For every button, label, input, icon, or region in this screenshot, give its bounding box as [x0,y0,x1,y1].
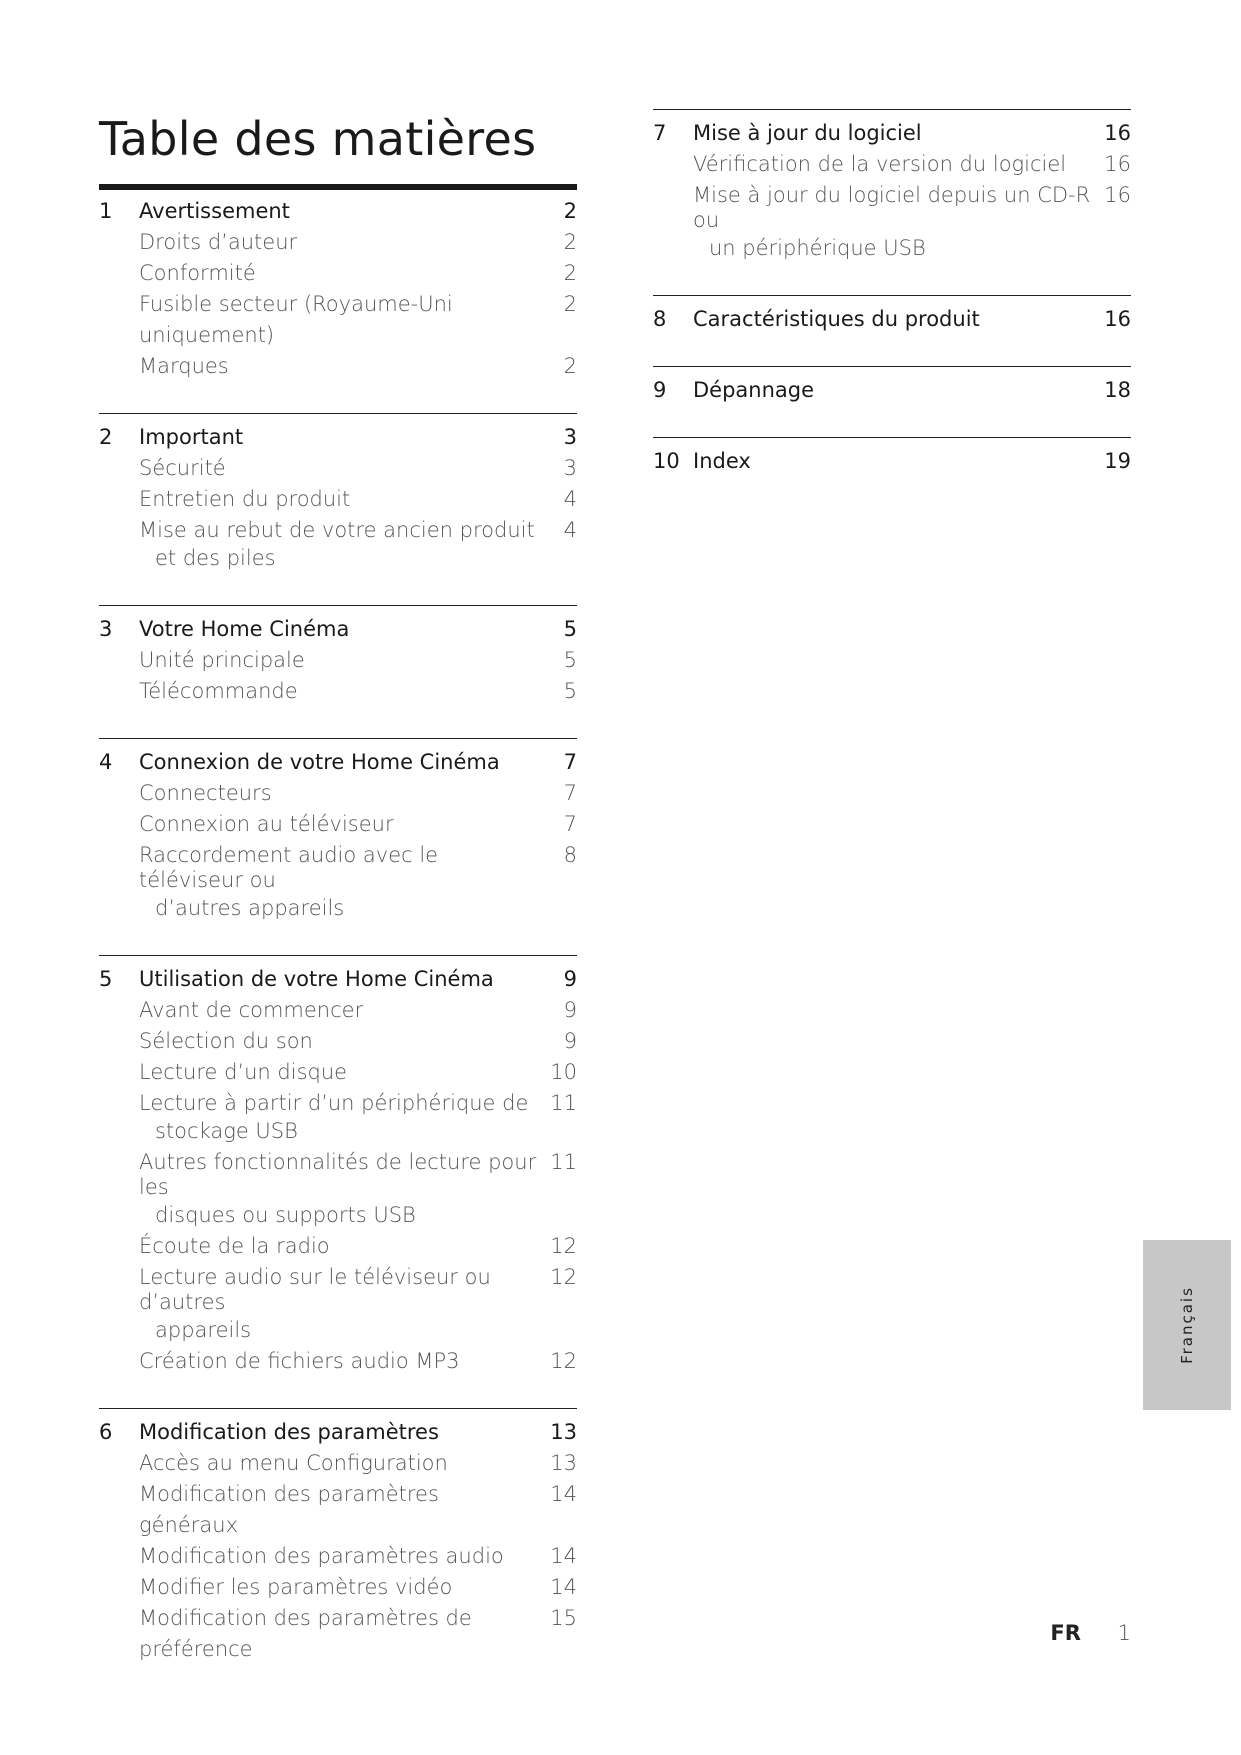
entry-page: 9 [563,1029,577,1053]
entry-page: 2 [563,261,577,285]
entry-page: 13 [550,1451,577,1475]
entry-page: 10 [550,1060,577,1084]
toc-section [99,605,577,707]
chapter-number: 5 [99,967,113,991]
entry-text: Lecture à partir d’un périphérique de [139,1091,529,1115]
chapter-page: 16 [1104,121,1131,145]
entry-title [139,1448,544,1479]
chapter-title: Important [139,425,244,449]
entry-page: 11 [550,1091,577,1115]
toc-chapter[interactable] [653,304,1131,335]
chapter-title: Modification des paramètres [139,1420,439,1444]
entry-page: 8 [563,843,577,867]
chapter-page: 3 [563,425,577,449]
toc-column-left [99,196,577,1696]
entry-title [139,1057,544,1088]
chapter-page: 7 [563,750,577,774]
toc-chapter[interactable] [99,1417,577,1448]
entry-text: Accès au menu Configuration [139,1451,448,1475]
entry-text: Entretien du produit [139,487,351,511]
toc-section [99,955,577,1377]
entry-title [139,1603,544,1665]
chapter-page: 19 [1104,449,1131,473]
toc-entry[interactable] [99,1057,577,1088]
entry-page: 12 [550,1234,577,1258]
chapter-number: 8 [653,307,667,331]
entry-page: 12 [550,1349,577,1373]
toc-section [653,437,1131,477]
toc-entry[interactable] [653,180,1131,264]
entry-text: Avant de commencer [139,998,364,1022]
toc-chapter[interactable] [653,446,1131,477]
entry-text: Unité principale [139,648,305,672]
page-footer [1050,1621,1131,1645]
chapter-number: 9 [653,378,667,402]
entry-page: 5 [563,648,577,672]
toc-entry[interactable] [99,289,577,351]
entry-title [139,1572,544,1603]
chapter-title: Index [693,449,751,473]
entry-page: 16 [1104,152,1131,176]
toc-section [99,1408,577,1665]
toc-chapter[interactable] [653,375,1131,406]
chapter-page: 9 [563,967,577,991]
entry-text: Sélection du son [139,1029,313,1053]
toc-entry[interactable] [99,676,577,707]
entry-text-continuation: disques ou supports USB [155,1203,416,1227]
chapter-title: Mise à jour du logiciel [693,121,922,145]
entry-page: 2 [563,230,577,254]
toc-chapter[interactable] [99,747,577,778]
chapter-title: Caractéristiques du produit [693,307,980,331]
entry-text: Autres fonctionnalités de lecture pour les [139,1150,537,1199]
chapter-number: 4 [99,750,113,774]
language-tab [1143,1240,1231,1410]
chapter-page: 13 [550,1420,577,1444]
chapter-number: 1 [99,199,113,223]
toc-entry[interactable] [99,1541,577,1572]
toc-entry[interactable] [99,1147,577,1231]
entry-title [139,1150,544,1231]
entry-text: Modification des paramètres généraux [139,1482,439,1537]
entry-title [139,645,545,676]
chapter-page: 2 [563,199,577,223]
entry-title [139,453,545,484]
entry-page: 5 [563,679,577,703]
entry-title [139,1231,544,1262]
entry-title [139,1541,544,1572]
entry-title [139,258,545,289]
toc-section [99,196,577,382]
entry-text-continuation: et des piles [155,546,276,570]
language-tab-label: Français [1178,1286,1196,1364]
toc-entry[interactable] [99,645,577,676]
toc-entry[interactable] [99,1231,577,1262]
entry-page: 7 [563,781,577,805]
toc-entry[interactable] [99,809,577,840]
entry-title [139,778,545,809]
entry-page: 14 [550,1482,577,1506]
entry-text: Conformité [139,261,256,285]
toc-entry[interactable] [99,1603,577,1665]
entry-text: Lecture d’un disque [139,1060,348,1084]
entry-text: Télécommande [139,679,298,703]
entry-text-continuation: stockage USB [155,1119,298,1143]
footer-page-number: 1 [1117,1621,1131,1645]
toc-entry[interactable] [99,484,577,515]
toc-entry[interactable] [99,1262,577,1346]
toc-chapter[interactable] [99,964,577,995]
entry-page: 9 [563,998,577,1022]
chapter-title: Dépannage [693,378,815,402]
toc-entry[interactable] [99,515,577,574]
entry-text: Modification des paramètres audio [139,1544,504,1568]
entry-text-continuation: appareils [155,1318,252,1342]
entry-text: Mise à jour du logiciel depuis un CD-R ou [693,183,1091,232]
entry-text: Écoute de la radio [139,1234,330,1258]
entry-title [139,351,545,382]
entry-text: Sécurité [139,456,226,480]
entry-page: 15 [550,1606,577,1630]
entry-title [139,809,545,840]
entry-text: Modification des paramètres de préférence [139,1606,472,1661]
toc-entry[interactable] [99,1448,577,1479]
entry-text: Création de fichiers audio MP3 [139,1349,460,1373]
entry-text: Modifier les paramètres vidéo [139,1575,453,1599]
entry-text: Mise au rebut de votre ancien produit [139,518,535,542]
chapter-page: 18 [1104,378,1131,402]
toc-column-right [653,109,1131,508]
entry-text-continuation: un périphérique USB [709,236,926,260]
toc-entry[interactable] [99,995,577,1026]
entry-page: 14 [550,1575,577,1599]
toc-entry[interactable] [99,840,577,924]
entry-text: Lecture audio sur le téléviseur ou d’autres [139,1265,491,1314]
entry-title [693,183,1098,264]
entry-title [139,1265,544,1346]
footer-language: FR [1050,1621,1081,1645]
entry-title [139,518,545,574]
entry-page: 14 [550,1544,577,1568]
chapter-title: Votre Home Cinéma [139,617,350,641]
title-rule [99,184,577,190]
chapter-number: 2 [99,425,113,449]
chapter-title: Avertissement [139,199,290,223]
entry-title [139,1026,545,1057]
entry-text: Marques [139,354,229,378]
entry-text: Connecteurs [139,781,272,805]
chapter-page: 5 [563,617,577,641]
toc-section [653,366,1131,406]
entry-page: 16 [1104,183,1131,207]
entry-title [139,1479,544,1541]
entry-title [139,995,545,1026]
chapter-number: 7 [653,121,667,145]
entry-title [693,149,1098,180]
chapter-title: Utilisation de votre Home Cinéma [139,967,494,991]
entry-text: Connexion au téléviseur [139,812,394,836]
toc-entry[interactable] [99,778,577,809]
entry-page: 3 [563,456,577,480]
entry-text: Raccordement audio avec le téléviseur ou [139,843,439,892]
entry-page: 11 [550,1150,577,1174]
chapter-number: 6 [99,1420,113,1444]
toc-section [653,109,1131,264]
entry-title [139,1091,544,1147]
chapter-number: 3 [99,617,113,641]
toc-chapter[interactable] [99,422,577,453]
toc-entry[interactable] [99,1346,577,1377]
chapter-number: 10 [653,449,680,473]
entry-page: 7 [563,812,577,836]
entry-title [139,676,545,707]
toc-chapter[interactable] [99,196,577,227]
toc-chapter[interactable] [99,614,577,645]
entry-text: Fusible secteur (Royaume-Uni uniquement) [139,292,453,347]
toc-chapter[interactable] [653,118,1131,149]
entry-title [139,843,545,924]
page-title: Table des matières [99,112,537,166]
entry-page: 12 [550,1265,577,1289]
toc-entry[interactable] [99,1479,577,1541]
entry-text: Vérification de la version du logiciel [693,152,1067,176]
chapter-page: 16 [1104,307,1131,331]
entry-title [139,289,545,351]
toc-section [99,738,577,924]
entry-title [139,227,545,258]
toc-entry[interactable] [99,227,577,258]
toc-section [653,295,1131,335]
toc-entry[interactable] [653,149,1131,180]
entry-title [139,484,545,515]
entry-page: 2 [563,292,577,316]
entry-page: 2 [563,354,577,378]
toc-entry[interactable] [99,258,577,289]
toc-entry[interactable] [99,1572,577,1603]
entry-page: 4 [563,518,577,542]
entry-text: Droits d’auteur [139,230,298,254]
toc-entry[interactable] [99,1088,577,1147]
entry-page: 4 [563,487,577,511]
toc-entry[interactable] [99,351,577,382]
toc-section [99,413,577,574]
entry-text-continuation: d’autres appareils [155,896,345,920]
chapter-title: Connexion de votre Home Cinéma [139,750,500,774]
toc-entry[interactable] [99,1026,577,1057]
toc-entry[interactable] [99,453,577,484]
entry-title [139,1346,544,1377]
